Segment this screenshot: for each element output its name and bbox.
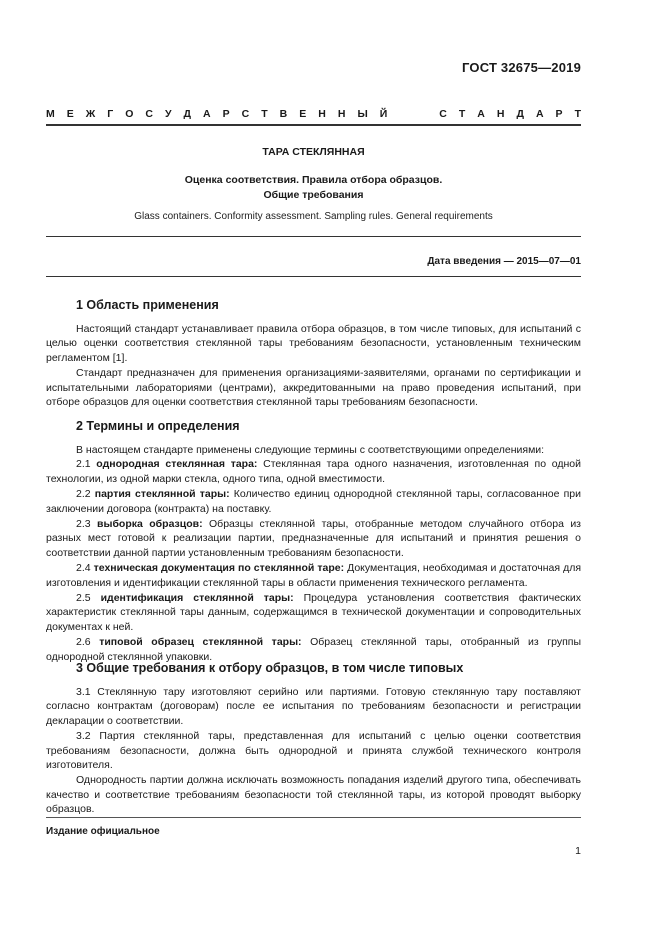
banner-letter: Р — [222, 108, 230, 120]
section-2-heading: 2 Термины и определения — [76, 419, 240, 433]
terms-list — [46, 457, 581, 664]
banner-letter: Т — [458, 108, 466, 120]
official-edition-label: Издание официальное — [46, 826, 160, 837]
term-definition — [46, 561, 581, 590]
section-1-paragraph-2: Стандарт предназначен для применения организациями-заявителями, органами по сертификации и испытательными лабораториями (центрами), аккредитованными на право проведения испытаний, при отборе образцов для оценки соответствия стеклянной тары требованиям безопасности. — [46, 367, 581, 409]
term-number: 2.2 — [76, 488, 95, 501]
banner-letter: Ж — [85, 108, 96, 120]
term-number: 2.5 — [76, 592, 101, 605]
banner-letter: Г — [107, 108, 114, 120]
banner-letter: Д — [183, 108, 192, 120]
title-subtitle-line1: Оценка соответствия. Правила отбора образцов. — [184, 174, 443, 186]
term-text: Документация, необходимая и достаточная для изготовления и идентификации стеклянной тары в области применения технического регламента. — [46, 562, 582, 589]
term-name: типовой образец стеклянной тары: — [99, 636, 302, 649]
term-name: однородная стеклянная тара: — [96, 458, 258, 471]
term-text: Образец стеклянной тары, отобранный из группы однородной стеклянной упаковки. — [46, 636, 582, 663]
banner-letter: А — [203, 108, 211, 120]
term-name: выборка образцов: — [97, 518, 203, 531]
term-text: Стеклянная тара одного назначения, изготовленная по одной технологии, из одной марки стекла, одного типа, одной вместимости. — [46, 458, 582, 485]
banner-letter: А — [535, 108, 544, 120]
term-definition — [46, 487, 581, 516]
banner-letter: Т — [261, 108, 268, 120]
banner-letter: А — [477, 108, 485, 120]
section-3-paragraph-3: Однородность партии должна исключать возможность попадания изделий другого типа, обеспечивать качество и соответствие требованиям безопасности той стеклянной тары, из которой проводят выборку образцов. — [46, 774, 581, 816]
section-1-paragraph-1: Настоящий стандарт устанавливает правила отбора образцов, в том числе типовых, для испытаний с целью оценки соответствия стеклянной тары требованиям безопасности, установленным техническим регламентом [1]. — [46, 323, 581, 364]
footer-rule — [46, 817, 581, 818]
banner-letter: Е — [66, 108, 74, 120]
banner-letter: Ы — [357, 108, 368, 120]
banner-letter: Е — [299, 108, 307, 120]
banner-letter: М — [46, 108, 55, 120]
section-1-heading: 1 Область применения — [76, 298, 219, 312]
term-number: 2.6 — [76, 636, 100, 649]
section-3-heading: 3 Общие требования к отбору образцов, в том числе типовых — [76, 661, 464, 675]
section-2-intro: В настоящем стандарте применены следующие термины с соответствующими определениями: — [76, 444, 545, 456]
banner-letter: Н — [318, 108, 326, 120]
banner-letter: В — [279, 108, 288, 120]
term-text: Образцы стеклянной тары, отобранные методом случайного отбора из разных мест готовой к реализации партии, предназначенные для испытаний и принятия решения о соответствии данной партии установленным требованиям безопасности. — [46, 518, 581, 559]
term-name: партия стеклянной тары: — [94, 488, 230, 501]
banner-letter: С — [241, 108, 250, 120]
term-number: 2.1 — [76, 458, 97, 471]
title-main: ТАРА СТЕКЛЯННАЯ — [262, 146, 365, 158]
section-2-body — [46, 443, 581, 664]
term-name: идентификация стеклянной тары: — [100, 592, 294, 605]
title-subtitle-line2: Общие требования — [263, 189, 364, 201]
section-1-body — [46, 322, 581, 409]
term-name: техническая документация по стеклянной таре: — [93, 562, 345, 575]
banner-letter: Й — [379, 108, 388, 120]
date-rule — [46, 276, 581, 277]
term-number: 2.4 — [76, 562, 94, 575]
title-subtitle — [46, 173, 581, 203]
term-number: 2.3 — [76, 518, 98, 531]
banner-letter: У — [164, 108, 172, 120]
interstate-standard-banner — [46, 108, 581, 120]
title-english: Glass containers. Conformity assessment. Sampling rules. General requirements — [134, 211, 493, 222]
introduction-date: Дата введения — 2015—07—01 — [427, 256, 581, 267]
page-number: 1 — [575, 845, 581, 857]
document-number: ГОСТ 32675—2019 — [462, 60, 581, 75]
term-text: Количество единиц однородной стеклянной тары, согласованное при заключении договора (контракта) на поставку. — [46, 488, 581, 515]
term-definition — [46, 517, 581, 560]
section-3-body — [46, 685, 581, 817]
banner-letter: О — [125, 108, 134, 120]
title-rule — [46, 236, 581, 237]
term-definition — [46, 591, 581, 634]
banner-gap — [399, 108, 427, 120]
banner-letter: Р — [555, 108, 563, 120]
banner-letter: Т — [574, 108, 581, 120]
term-text: Процедура установления соответствия фактических характеристик стеклянной тары данным, содержащимся в технической документации и сопроводительных документах к ней. — [46, 592, 581, 633]
section-3-paragraph-1: 3.1 Стеклянную тару изготовляют серийно или партиями. Готовую стеклянную тару поставляют согласно контрактам (договорам) после ее испытания по требованиям безопасности и регистрации декларации о соответствии. — [46, 686, 581, 727]
banner-letter: С — [145, 108, 153, 120]
banner-letter: Н — [496, 108, 505, 120]
header-rule — [46, 124, 581, 126]
term-definition — [46, 635, 581, 664]
banner-letter: Д — [516, 108, 524, 120]
banner-letter: С — [439, 108, 447, 120]
section-3-paragraph-2: 3.2 Партия стеклянной тары, представленная для испытаний с целью оценки соответствия требованиям безопасности, должна быть однородной и принята службой технического контроля изготовителя. — [46, 730, 581, 772]
banner-letter: Н — [337, 108, 346, 120]
term-definition — [46, 457, 581, 486]
